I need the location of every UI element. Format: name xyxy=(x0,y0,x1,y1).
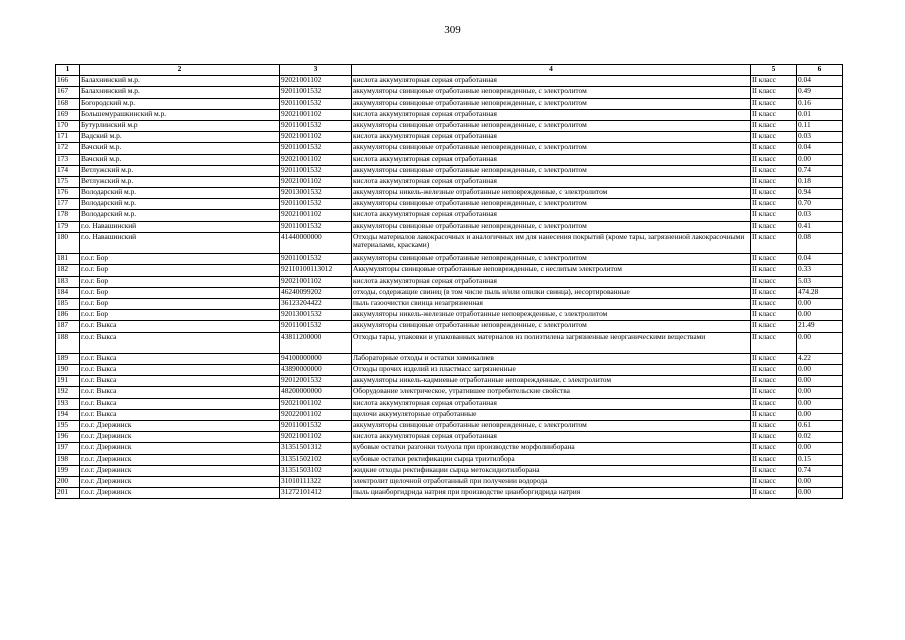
row-number-cell: 198 xyxy=(56,454,80,465)
row-number-cell: 173 xyxy=(56,154,80,165)
table-row xyxy=(56,76,843,87)
amount-cell: 0.74 xyxy=(797,465,843,476)
table-row xyxy=(56,232,843,253)
hazard-class-cell: II класс xyxy=(751,310,797,321)
waste-description-cell: Аккумуляторы свинцовые отработанные неповрежденные, с неслитым электролитом xyxy=(352,265,751,276)
hazard-class-cell: II класс xyxy=(751,154,797,165)
amount-cell: 4.22 xyxy=(797,353,843,364)
hazard-class-cell: II класс xyxy=(751,120,797,131)
waste-description-cell: щелочи аккумуляторные отработанные xyxy=(352,409,751,420)
hazard-class-cell: II класс xyxy=(751,488,797,499)
municipality-cell: г.о.г. Выкса xyxy=(80,332,280,353)
municipality-cell: г.о.г. Выкса xyxy=(80,321,280,332)
hazard-class-cell: II класс xyxy=(751,176,797,187)
table-row xyxy=(56,276,843,287)
waste-code-cell: 92011001532 xyxy=(280,143,352,154)
municipality-cell: г.о.г. Выкса xyxy=(80,409,280,420)
amount-cell: 0.08 xyxy=(797,232,843,253)
row-number-cell: 174 xyxy=(56,165,80,176)
row-number-cell: 188 xyxy=(56,332,80,353)
municipality-cell: г.о.г. Дзержинск xyxy=(80,443,280,454)
waste-code-cell: 92011001532 xyxy=(280,199,352,210)
table-row xyxy=(56,376,843,387)
hazard-class-cell: II класс xyxy=(751,232,797,253)
hazard-class-cell: II класс xyxy=(751,188,797,199)
waste-code-cell: 92021001102 xyxy=(280,76,352,87)
row-number-cell: 171 xyxy=(56,132,80,143)
table-row xyxy=(56,488,843,499)
municipality-cell: г.о.г. Бор xyxy=(80,298,280,309)
waste-code-cell: 92011001532 xyxy=(280,120,352,131)
waste-code-cell: 48200000000 xyxy=(280,387,352,398)
hazard-class-cell: II класс xyxy=(751,221,797,232)
table-row xyxy=(56,265,843,276)
row-number-cell: 189 xyxy=(56,353,80,364)
header-row xyxy=(56,65,843,76)
hazard-class-cell: II класс xyxy=(751,321,797,332)
municipality-cell: г.о. Навашинский xyxy=(80,221,280,232)
waste-code-cell: 31272101412 xyxy=(280,488,352,499)
municipality-cell: г.о.г. Выкса xyxy=(80,387,280,398)
row-number-cell: 191 xyxy=(56,376,80,387)
table-row xyxy=(56,465,843,476)
row-number-cell: 178 xyxy=(56,210,80,221)
waste-description-cell: аккумуляторы никель-железные отработанные неповрежденные, с электролитом xyxy=(352,188,751,199)
hazard-class-cell: II класс xyxy=(751,432,797,443)
table-row xyxy=(56,298,843,309)
amount-cell: 21.49 xyxy=(797,321,843,332)
amount-cell: 0.49 xyxy=(797,87,843,98)
table-row xyxy=(56,176,843,187)
hazard-class-cell: II класс xyxy=(751,298,797,309)
table-row xyxy=(56,199,843,210)
row-number-cell: 186 xyxy=(56,310,80,321)
municipality-cell: г.о.г. Дзержинск xyxy=(80,421,280,432)
amount-cell: 0.03 xyxy=(797,210,843,221)
table-row xyxy=(56,254,843,265)
municipality-cell: Большемурашкинский м.р. xyxy=(80,109,280,120)
waste-description-cell: Отходы прочих изделий из пластмасс загрязненные xyxy=(352,365,751,376)
waste-description-cell: аккумуляторы свинцовые отработанные неповрежденные, с электролитом xyxy=(352,421,751,432)
municipality-cell: Вадский м.р. xyxy=(80,132,280,143)
municipality-cell: Балахнинский м.р. xyxy=(80,87,280,98)
waste-code-cell: 92011001532 xyxy=(280,321,352,332)
header-cell: 3 xyxy=(280,65,352,76)
hazard-class-cell: II класс xyxy=(751,476,797,487)
waste-table xyxy=(55,64,843,499)
table-row xyxy=(56,443,843,454)
header-cell: 1 xyxy=(56,65,80,76)
hazard-class-cell: II класс xyxy=(751,287,797,298)
row-number-cell: 169 xyxy=(56,109,80,120)
hazard-class-cell: II класс xyxy=(751,387,797,398)
row-number-cell: 194 xyxy=(56,409,80,420)
municipality-cell: Володарский м.р. xyxy=(80,210,280,221)
waste-description-cell: кислота аккумуляторная серная отработанная xyxy=(352,76,751,87)
row-number-cell: 167 xyxy=(56,87,80,98)
amount-cell: 0.00 xyxy=(797,398,843,409)
municipality-cell: Вачский м.р. xyxy=(80,154,280,165)
municipality-cell: г.о.г. Бор xyxy=(80,310,280,321)
amount-cell: 0.02 xyxy=(797,432,843,443)
waste-code-cell: 92021001102 xyxy=(280,398,352,409)
amount-cell: 0.00 xyxy=(797,154,843,165)
amount-cell: 0.04 xyxy=(797,76,843,87)
amount-cell: 0.00 xyxy=(797,387,843,398)
waste-code-cell: 92011001532 xyxy=(280,98,352,109)
table-row xyxy=(56,87,843,98)
hazard-class-cell: II класс xyxy=(751,109,797,120)
municipality-cell: г.о.г. Дзержинск xyxy=(80,454,280,465)
waste-description-cell: Оборудование электрическое, утратившее потребительские свойства xyxy=(352,387,751,398)
waste-description-cell: отходы, содержащие свинец (в том числе пыль и/или опилки свинца), несортированные xyxy=(352,287,751,298)
waste-code-cell: 92021001102 xyxy=(280,109,352,120)
hazard-class-cell: II класс xyxy=(751,199,797,210)
amount-cell: 0.04 xyxy=(797,254,843,265)
waste-description-cell: кубовые остатки разгонки толуола при производстве морфолинборана xyxy=(352,443,751,454)
municipality-cell: г.о.г. Бор xyxy=(80,287,280,298)
waste-code-cell: 31351501312 xyxy=(280,443,352,454)
waste-description-cell: пыль цианборгидрида натрия при производстве цианборгидрида натрия xyxy=(352,488,751,499)
table-row xyxy=(56,476,843,487)
waste-code-cell: 92011001532 xyxy=(280,165,352,176)
row-number-cell: 183 xyxy=(56,276,80,287)
amount-cell: 0.00 xyxy=(797,298,843,309)
row-number-cell: 199 xyxy=(56,465,80,476)
row-number-cell: 182 xyxy=(56,265,80,276)
municipality-cell: Володарский м.р. xyxy=(80,199,280,210)
waste-code-cell: 41440000000 xyxy=(280,232,352,253)
hazard-class-cell: II класс xyxy=(751,353,797,364)
amount-cell: 0.94 xyxy=(797,188,843,199)
municipality-cell: Вачский м.р. xyxy=(80,143,280,154)
hazard-class-cell: II класс xyxy=(751,398,797,409)
waste-description-cell: аккумуляторы свинцовые отработанные неповрежденные, с электролитом xyxy=(352,120,751,131)
waste-code-cell: 31351502102 xyxy=(280,454,352,465)
table-row xyxy=(56,143,843,154)
hazard-class-cell: II класс xyxy=(751,454,797,465)
row-number-cell: 185 xyxy=(56,298,80,309)
row-number-cell: 193 xyxy=(56,398,80,409)
table-row xyxy=(56,321,843,332)
table-body xyxy=(56,76,843,499)
hazard-class-cell: II класс xyxy=(751,365,797,376)
table-row xyxy=(56,287,843,298)
row-number-cell: 168 xyxy=(56,98,80,109)
row-number-cell: 181 xyxy=(56,254,80,265)
waste-description-cell: аккумуляторы свинцовые отработанные неповрежденные, с электролитом xyxy=(352,98,751,109)
hazard-class-cell: II класс xyxy=(751,143,797,154)
amount-cell: 0.01 xyxy=(797,109,843,120)
hazard-class-cell: II класс xyxy=(751,265,797,276)
amount-cell: 0.03 xyxy=(797,132,843,143)
page-number: 309 xyxy=(444,24,461,36)
waste-code-cell: 92021001102 xyxy=(280,132,352,143)
header-cell: 4 xyxy=(352,65,751,76)
hazard-class-cell: II класс xyxy=(751,132,797,143)
waste-description-cell: аккумуляторы свинцовые отработанные неповрежденные, с электролитом xyxy=(352,87,751,98)
waste-code-cell: 92013001532 xyxy=(280,310,352,321)
table-row xyxy=(56,188,843,199)
waste-code-cell: 92021001102 xyxy=(280,432,352,443)
table-row xyxy=(56,398,843,409)
amount-cell: 0.70 xyxy=(797,199,843,210)
waste-description-cell: Лабораторные отходы и остатки химикалиев xyxy=(352,353,751,364)
amount-cell: 0.61 xyxy=(797,421,843,432)
hazard-class-cell: II класс xyxy=(751,76,797,87)
amount-cell: 0.04 xyxy=(797,143,843,154)
waste-code-cell: 92011001532 xyxy=(280,254,352,265)
waste-code-cell: 92011001532 xyxy=(280,221,352,232)
table-row xyxy=(56,120,843,131)
waste-code-cell: 92021001102 xyxy=(280,276,352,287)
waste-description-cell: кислота аккумуляторная серная отработанная xyxy=(352,176,751,187)
waste-code-cell: 94100000000 xyxy=(280,353,352,364)
amount-cell: 0.00 xyxy=(797,310,843,321)
hazard-class-cell: II класс xyxy=(751,98,797,109)
municipality-cell: Бутурлинский м.р xyxy=(80,120,280,131)
table-row xyxy=(56,154,843,165)
waste-code-cell: 36123204422 xyxy=(280,298,352,309)
municipality-cell: г.о.г. Дзержинск xyxy=(80,476,280,487)
amount-cell: 0.00 xyxy=(797,488,843,499)
waste-description-cell: жидкие отходы ректификации сырца метоксидиэтилборана xyxy=(352,465,751,476)
table-row xyxy=(56,409,843,420)
waste-description-cell: кислота аккумуляторная серная отработанная xyxy=(352,276,751,287)
waste-description-cell: аккумуляторы свинцовые отработанные неповрежденные, с электролитом xyxy=(352,221,751,232)
waste-description-cell: кислота аккумуляторная серная отработанная xyxy=(352,398,751,409)
waste-code-cell: 43890000000 xyxy=(280,365,352,376)
row-number-cell: 190 xyxy=(56,365,80,376)
municipality-cell: г.о.г. Дзержинск xyxy=(80,488,280,499)
waste-code-cell: 92011001532 xyxy=(280,87,352,98)
amount-cell: 0.00 xyxy=(797,476,843,487)
waste-code-cell: 31351503102 xyxy=(280,465,352,476)
waste-description-cell: кубовые остатки ректификации сырца триэтилбора xyxy=(352,454,751,465)
table-row xyxy=(56,432,843,443)
row-number-cell: 187 xyxy=(56,321,80,332)
amount-cell: 0.00 xyxy=(797,443,843,454)
municipality-cell: г.о.г. Бор xyxy=(80,276,280,287)
row-number-cell: 172 xyxy=(56,143,80,154)
table-row xyxy=(56,421,843,432)
table-row xyxy=(56,109,843,120)
waste-code-cell: 92110100113012 xyxy=(280,265,352,276)
amount-cell: 0.74 xyxy=(797,165,843,176)
municipality-cell: г.о.г. Выкса xyxy=(80,365,280,376)
row-number-cell: 180 xyxy=(56,232,80,253)
waste-description-cell: аккумуляторы свинцовые отработанные неповрежденные, с электролитом xyxy=(352,143,751,154)
municipality-cell: Володарский м.р. xyxy=(80,188,280,199)
waste-description-cell: аккумуляторы свинцовые отработанные неповрежденные, с электролитом xyxy=(352,165,751,176)
hazard-class-cell: II класс xyxy=(751,421,797,432)
row-number-cell: 200 xyxy=(56,476,80,487)
waste-description-cell: аккумуляторы свинцовые отработанные неповрежденные, с электролитом xyxy=(352,254,751,265)
amount-cell: 0.15 xyxy=(797,454,843,465)
table-row xyxy=(56,365,843,376)
hazard-class-cell: II класс xyxy=(751,409,797,420)
hazard-class-cell: II класс xyxy=(751,87,797,98)
amount-cell: 0.00 xyxy=(797,409,843,420)
waste-code-cell: 92022001102 xyxy=(280,409,352,420)
waste-description-cell: кислота аккумуляторная серная отработанная xyxy=(352,109,751,120)
waste-code-cell: 92021001102 xyxy=(280,210,352,221)
municipality-cell: Ветлужский м.р. xyxy=(80,176,280,187)
amount-cell: 0.33 xyxy=(797,265,843,276)
hazard-class-cell: II класс xyxy=(751,276,797,287)
waste-description-cell: Отходы тары, упаковки и упакованных материалов из полиэтилена загрязненные неорганическими веществами xyxy=(352,332,751,353)
waste-code-cell: 92021001102 xyxy=(280,176,352,187)
waste-description-cell: кислота аккумуляторная серная отработанная xyxy=(352,132,751,143)
hazard-class-cell: II класс xyxy=(751,376,797,387)
row-number-cell: 177 xyxy=(56,199,80,210)
amount-cell: 0.00 xyxy=(797,365,843,376)
waste-description-cell: аккумуляторы свинцовые отработанные неповрежденные, с электролитом xyxy=(352,199,751,210)
table-row xyxy=(56,98,843,109)
municipality-cell: г.о. Навашинский xyxy=(80,232,280,253)
waste-code-cell: 46240099202 xyxy=(280,287,352,298)
municipality-cell: г.о.г. Дзержинск xyxy=(80,432,280,443)
amount-cell: 0.41 xyxy=(797,221,843,232)
hazard-class-cell: II класс xyxy=(751,165,797,176)
amount-cell: 0.11 xyxy=(797,120,843,131)
waste-code-cell: 92021001102 xyxy=(280,154,352,165)
row-number-cell: 197 xyxy=(56,443,80,454)
row-number-cell: 184 xyxy=(56,287,80,298)
waste-description-cell: аккумуляторы никель-кадмиевые отработанные неповрежденные, с электролитом xyxy=(352,376,751,387)
waste-description-cell: кислота аккумуляторная серная отработанная xyxy=(352,154,751,165)
waste-description-cell: кислота аккумуляторная серная отработанная xyxy=(352,432,751,443)
table-row xyxy=(56,221,843,232)
amount-cell: 474.28 xyxy=(797,287,843,298)
row-number-cell: 179 xyxy=(56,221,80,232)
waste-code-cell: 92013001532 xyxy=(280,188,352,199)
hazard-class-cell: II класс xyxy=(751,465,797,476)
municipality-cell: г.о.г. Бор xyxy=(80,265,280,276)
table-row xyxy=(56,353,843,364)
row-number-cell: 170 xyxy=(56,120,80,131)
waste-description-cell: аккумуляторы никель-железные отработанные неповрежденные, с электролитом xyxy=(352,310,751,321)
waste-description-cell: кислота аккумуляторная серная отработанная xyxy=(352,210,751,221)
hazard-class-cell: II класс xyxy=(751,443,797,454)
header-cell: 2 xyxy=(80,65,280,76)
amount-cell: 0.16 xyxy=(797,98,843,109)
municipality-cell: Богородский м.р. xyxy=(80,98,280,109)
waste-description-cell: электролит щелочной отработанный при получении водорода xyxy=(352,476,751,487)
waste-code-cell: 31010111322 xyxy=(280,476,352,487)
row-number-cell: 166 xyxy=(56,76,80,87)
municipality-cell: Балахнинский м.р. xyxy=(80,76,280,87)
hazard-class-cell: II класс xyxy=(751,254,797,265)
table-row xyxy=(56,210,843,221)
table-row xyxy=(56,387,843,398)
table-row xyxy=(56,165,843,176)
municipality-cell: г.о.г. Бор xyxy=(80,254,280,265)
row-number-cell: 201 xyxy=(56,488,80,499)
row-number-cell: 192 xyxy=(56,387,80,398)
row-number-cell: 176 xyxy=(56,188,80,199)
waste-code-cell: 43811200000 xyxy=(280,332,352,353)
amount-cell: 0.00 xyxy=(797,376,843,387)
municipality-cell: Ветлужский м.р. xyxy=(80,165,280,176)
municipality-cell: г.о.г. Дзержинск xyxy=(80,465,280,476)
table-row xyxy=(56,332,843,353)
hazard-class-cell: II класс xyxy=(751,210,797,221)
header-cell: 6 xyxy=(797,65,843,76)
waste-description-cell: Отходы материалов лакокрасочных и аналогичных им для нанесения покрытий (кроме тары, загрязненной лакокрасочными материалами, красками) xyxy=(352,232,751,253)
header-cell: 5 xyxy=(751,65,797,76)
table-row xyxy=(56,132,843,143)
row-number-cell: 195 xyxy=(56,421,80,432)
row-number-cell: 175 xyxy=(56,176,80,187)
row-number-cell: 196 xyxy=(56,432,80,443)
hazard-class-cell: II класс xyxy=(751,332,797,353)
waste-code-cell: 92012001532 xyxy=(280,376,352,387)
table-row xyxy=(56,310,843,321)
amount-cell: 5.03 xyxy=(797,276,843,287)
amount-cell: 0.18 xyxy=(797,176,843,187)
table-row xyxy=(56,454,843,465)
waste-code-cell: 92011001532 xyxy=(280,421,352,432)
waste-description-cell: пыль газоочистки свинца незагрязненная xyxy=(352,298,751,309)
amount-cell: 0.00 xyxy=(797,332,843,353)
municipality-cell: г.о.г. Выкса xyxy=(80,376,280,387)
waste-description-cell: аккумуляторы свинцовые отработанные неповрежденные, с электролитом xyxy=(352,321,751,332)
municipality-cell: г.о.г. Выкса xyxy=(80,398,280,409)
municipality-cell: г.о.г. Выкса xyxy=(80,353,280,364)
